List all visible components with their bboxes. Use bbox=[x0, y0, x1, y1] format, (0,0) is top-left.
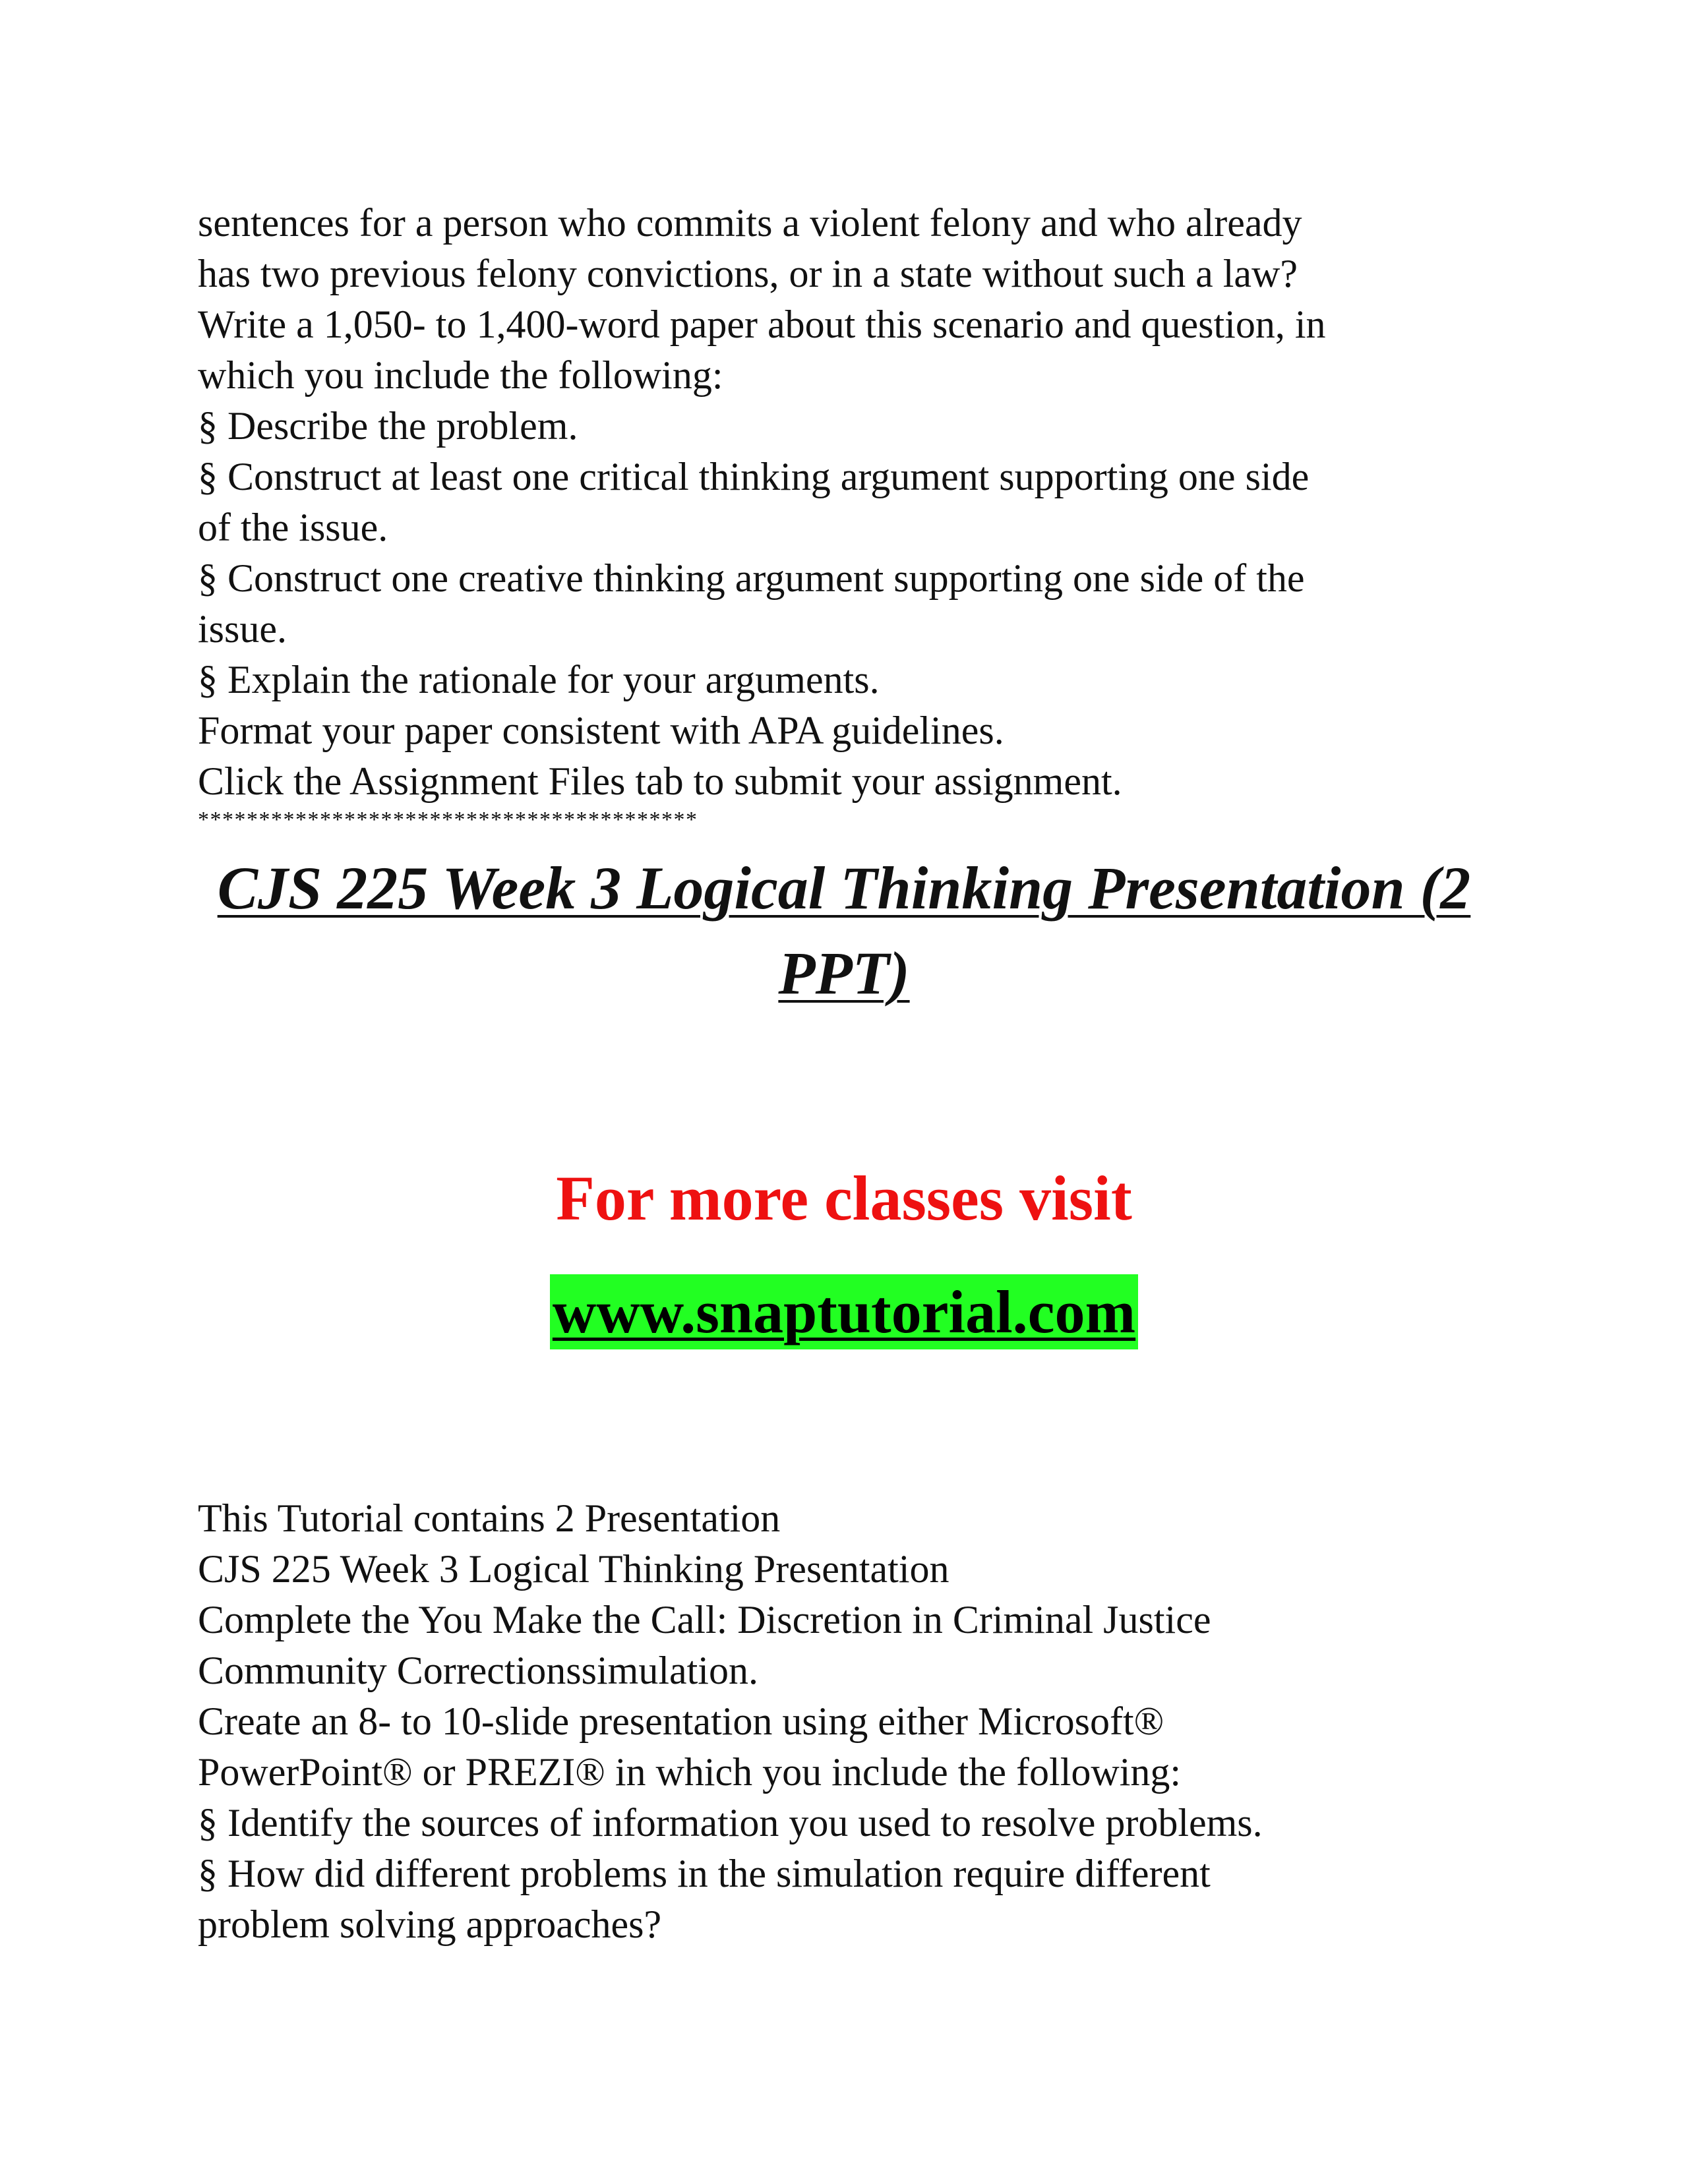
text-line: of the issue. bbox=[198, 506, 388, 549]
text-line: Write a 1,050- to 1,400-word paper about this scenario and question, in bbox=[198, 303, 1326, 346]
promo-url-wrapper bbox=[0, 1274, 1688, 1349]
separator-stars: ***************************************** bbox=[198, 808, 698, 832]
bullet-item: § Describe the problem. bbox=[198, 404, 578, 448]
promo-url-link[interactable]: www.snaptutorial.com bbox=[550, 1274, 1138, 1349]
bullet-item: § Construct at least one critical thinking argument supporting one side bbox=[198, 455, 1310, 498]
tutorial-description bbox=[198, 1493, 1517, 1950]
bullet-item: § How did different problems in the simulation require different bbox=[198, 1852, 1211, 1895]
text-line: has two previous felony convictions, or in a state without such a law? bbox=[198, 252, 1298, 295]
text-line: issue. bbox=[198, 607, 287, 651]
text-line: sentences for a person who commits a violent felony and who already bbox=[198, 201, 1302, 245]
assignment-text-top bbox=[198, 198, 1517, 833]
text-line: CJS 225 Week 3 Logical Thinking Presentation bbox=[198, 1547, 950, 1591]
text-line: Format your paper consistent with APA guidelines. bbox=[198, 709, 1004, 752]
text-line: Community Correctionssimulation. bbox=[198, 1649, 758, 1692]
bullet-item: § Explain the rationale for your arguments. bbox=[198, 658, 880, 701]
promo-text: For more classes visit bbox=[556, 1163, 1132, 1233]
text-line: Create an 8- to 10-slide presentation using either Microsoft® bbox=[198, 1699, 1164, 1743]
text-line: which you include the following: bbox=[198, 353, 723, 397]
bullet-item: § Identify the sources of information you used to resolve problems. bbox=[198, 1801, 1263, 1845]
text-line: This Tutorial contains 2 Presentation bbox=[198, 1496, 781, 1540]
bullet-item: § Construct one creative thinking argument supporting one side of the bbox=[198, 556, 1305, 600]
text-line: PowerPoint® or PREZI® in which you include the following: bbox=[198, 1750, 1182, 1794]
text-line: Complete the You Make the Call: Discretion in Criminal Justice bbox=[198, 1598, 1211, 1641]
text-line: problem solving approaches? bbox=[198, 1903, 662, 1946]
section-heading bbox=[165, 846, 1523, 1016]
section-heading-line-2: PPT) bbox=[778, 939, 910, 1007]
section-heading-line-1: CJS 225 Week 3 Logical Thinking Presentation (2 bbox=[217, 854, 1471, 922]
text-line: Click the Assignment Files tab to submit your assignment. bbox=[198, 759, 1122, 803]
